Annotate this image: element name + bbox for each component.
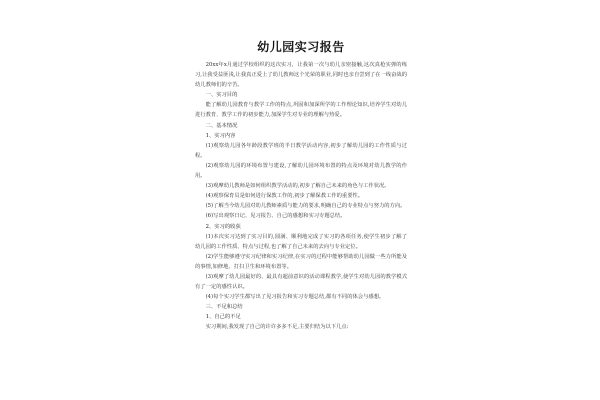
content-item: (4)观察保育员是如何进行保教工作的,初步了解保教工作的重要性。 [205,193,364,200]
section-heading-summary: 三、不足和总结 [205,304,243,311]
section-heading-basic-info: 二、基本情况 [205,122,238,129]
harvest-item: (4)每个实习学生都写出了见习报告和实习专题总结,都有不同的体会与感想。 [205,294,385,301]
subheading-shortcomings: 1、自己的不足 [205,314,241,321]
purpose-paragraph: 能了解幼儿园教育与教学工作的特点,巩固和加深所学的工作理论知识,培养学生对幼儿进行教育、教学工作的初步能力,加深学生对专业的理解与热爱。 [195,102,407,119]
document-content [195,0,407,400]
section-heading-purpose: 一、实习目的 [205,92,238,99]
content-item: (2)观察幼儿园的环境布置与建设,了解幼儿园环境布置的特点及环境对幼儿教学的作用。 [195,162,407,180]
content-item: (1)观察幼儿园各年龄段教学班的半日教学活动内容,初步了解幼儿园的工作性质与过程。 [195,142,407,159]
subheading-harvest: 2、实习的收获 [205,223,241,230]
content-item: (3)观摩幼儿教师是如何组织教学活动的,初步了解自己未来的角色与工作状况。 [205,183,390,190]
document-title: 幼儿园实习报告 [257,40,345,54]
harvest-item: (3)观摩了幼儿园最好的、最具有超前意识的活动课程教学,使学生对幼儿园的教学模式有了一定的感性认识。 [195,273,407,291]
paragraph-list [195,60,407,333]
intro-paragraph: 20xx年x月通过学校组织的这次实习，让我第一次与幼儿亲密接触,这次真枪实弹的练习,让我受益匪浅,让我真正爱上了幼儿教师这个光荣的职业,同时也亲自尝到了在一线奋战的幼儿教师们的辛苦。 [195,62,407,89]
harvest-item: (2)学生能够遵守实习纪律和实习纪律,在实习的过程中能够帮助幼儿园做一些力所能及的事情,如修地、打扫卫生和环境布置等。 [195,253,407,270]
harvest-item: (1)本次实习达到了实习目的,圆满、顺利地完成了实习的各项任务,使学生初步了解了幼儿园的工作性质、特点与过程,也了解了自己未来的去向与专业定位。 [195,233,407,250]
subheading-content: 1、实习内容 [205,132,236,139]
shortcomings-paragraph: 实习期间,我发现了自己的许许多多不足,主要归结为以下几点: [205,324,349,331]
content-item: (5)了解当今幼儿园对幼儿教师素质与能力的要求,明确自己的专业特点与努力的方向。 [205,203,406,210]
content-item: (6)写出观察日记、见习报告、自己的感想和实习专题总结。 [205,213,346,220]
